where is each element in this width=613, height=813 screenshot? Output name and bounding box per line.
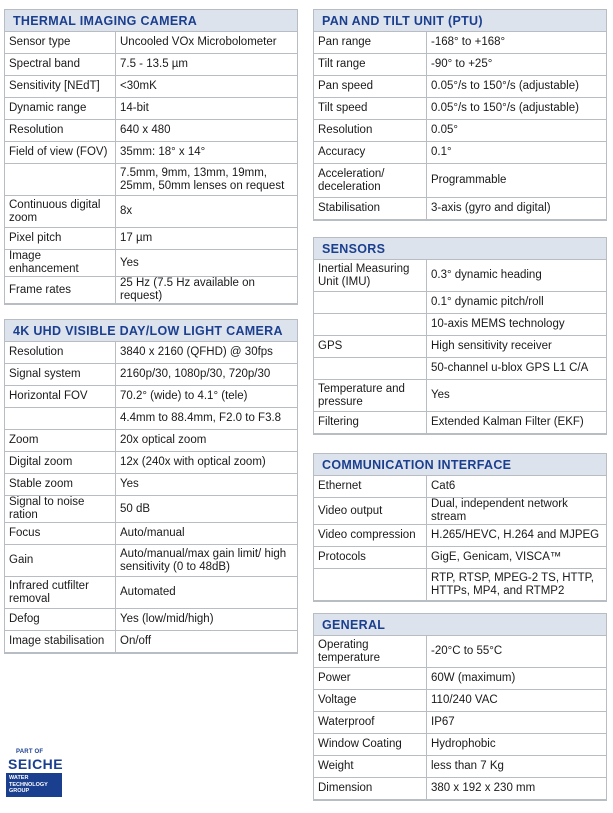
spec-label: Pixel pitch <box>5 228 116 250</box>
table-row <box>5 609 298 631</box>
spec-value: 60W (maximum) <box>427 668 607 690</box>
spec-table <box>313 635 607 800</box>
spec-value: 8x <box>116 196 298 228</box>
spec-label: Focus <box>5 523 116 545</box>
spec-label: Resolution <box>5 120 116 142</box>
table-row <box>314 498 607 525</box>
table-row <box>314 636 607 668</box>
table-row <box>5 545 298 577</box>
table-row <box>5 164 298 196</box>
table-row <box>5 54 298 76</box>
spec-label: Image enhancement <box>5 250 116 277</box>
spec-label <box>314 292 427 314</box>
table-row <box>5 364 298 386</box>
table-row <box>314 314 607 336</box>
spec-label: Pan speed <box>314 76 427 98</box>
section-title: GENERAL <box>313 613 607 635</box>
table-row <box>5 430 298 452</box>
spec-value: 0.1° dynamic pitch/roll <box>427 292 607 314</box>
spec-label <box>5 408 116 430</box>
table-row <box>314 690 607 712</box>
spec-table <box>313 31 607 220</box>
table-row <box>314 476 607 498</box>
table-row <box>314 54 607 76</box>
seiche-logo <box>6 749 66 797</box>
table-row <box>5 474 298 496</box>
table-row <box>5 32 298 54</box>
table-row <box>5 408 298 430</box>
table-row <box>314 756 607 778</box>
spec-label: Resolution <box>314 120 427 142</box>
spec-label: Spectral band <box>5 54 116 76</box>
table-row <box>314 336 607 358</box>
spec-label: Operating temperature <box>314 636 427 668</box>
spec-table <box>4 31 298 304</box>
table-row <box>314 98 607 120</box>
general-section <box>313 613 607 801</box>
section-title: SENSORS <box>313 237 607 259</box>
spec-value: GigE, Genicam, VISCA™ <box>427 547 607 569</box>
spec-label: Voltage <box>314 690 427 712</box>
spec-label: Continuous digital zoom <box>5 196 116 228</box>
logo-name: SEICHE <box>8 756 64 772</box>
table-row <box>5 228 298 250</box>
spec-value: 2160p/30, 1080p/30, 720p/30 <box>116 364 298 386</box>
spec-label: Tilt speed <box>314 98 427 120</box>
spec-label: Image stabilisation <box>5 631 116 653</box>
table-row <box>5 386 298 408</box>
spec-label: Inertial Measuring Unit (IMU) <box>314 260 427 292</box>
spec-value: Extended Kalman Filter (EKF) <box>427 412 607 434</box>
spec-value: 14-bit <box>116 98 298 120</box>
sensors-section <box>313 237 607 435</box>
spec-label <box>314 314 427 336</box>
spec-label: Sensor type <box>5 32 116 54</box>
spec-value: -90° to +25° <box>427 54 607 76</box>
table-row <box>314 292 607 314</box>
spec-label: Signal to noise ration <box>5 496 116 523</box>
table-row <box>5 342 298 364</box>
section-title: PAN AND TILT UNIT (PTU) <box>313 9 607 31</box>
table-row <box>314 412 607 434</box>
spec-value: 25 Hz (7.5 Hz available on request) <box>116 277 298 304</box>
table-row <box>314 358 607 380</box>
table-row <box>5 523 298 545</box>
spec-label: GPS <box>314 336 427 358</box>
spec-label: Weight <box>314 756 427 778</box>
spec-label: Temperature and pressure <box>314 380 427 412</box>
spec-value: 4.4mm to 88.4mm, F2.0 to F3.8 <box>116 408 298 430</box>
spec-label <box>314 569 427 601</box>
spec-value: Automated <box>116 577 298 609</box>
table-row <box>314 525 607 547</box>
spec-value: 0.05°/s to 150°/s (adjustable) <box>427 98 607 120</box>
logo-part-of: PART OF <box>16 749 44 755</box>
spec-label: Frame rates <box>5 277 116 304</box>
spec-label: Horizontal FOV <box>5 386 116 408</box>
communication-section <box>313 453 607 602</box>
spec-value: High sensitivity receiver <box>427 336 607 358</box>
spec-value: less than 7 Kg <box>427 756 607 778</box>
spec-value: IP67 <box>427 712 607 734</box>
spec-label: Infrared cutfilter removal <box>5 577 116 609</box>
spec-label: Stabilisation <box>314 198 427 220</box>
section-title: THERMAL IMAGING CAMERA <box>4 9 298 31</box>
spec-value: Dual, independent network stream <box>427 498 607 525</box>
section-title: 4K UHD VISIBLE DAY/LOW LIGHT CAMERA <box>4 319 298 341</box>
spec-label <box>314 358 427 380</box>
spec-label: Gain <box>5 545 116 577</box>
spec-label: Sensitivity [NEdT] <box>5 76 116 98</box>
table-row <box>314 76 607 98</box>
spec-label: Defog <box>5 609 116 631</box>
spec-label: Waterproof <box>314 712 427 734</box>
table-row <box>314 569 607 601</box>
spec-table <box>4 341 298 653</box>
table-row <box>314 164 607 198</box>
spec-label: Pan range <box>314 32 427 54</box>
spec-value: 380 x 192 x 230 mm <box>427 778 607 800</box>
spec-value: Yes (low/mid/high) <box>116 609 298 631</box>
spec-value: 0.1° <box>427 142 607 164</box>
spec-label: Signal system <box>5 364 116 386</box>
table-row <box>314 778 607 800</box>
thermal-imaging-section <box>4 9 298 305</box>
spec-label: Dynamic range <box>5 98 116 120</box>
table-row <box>314 198 607 220</box>
spec-value: -20°C to 55°C <box>427 636 607 668</box>
pan-tilt-section <box>313 9 607 221</box>
table-row <box>314 380 607 412</box>
visible-camera-section <box>4 319 298 654</box>
table-row <box>5 76 298 98</box>
spec-label: Tilt range <box>314 54 427 76</box>
spec-value: 3-axis (gyro and digital) <box>427 198 607 220</box>
spec-table <box>313 475 607 601</box>
table-row <box>5 496 298 523</box>
spec-value: 17 µm <box>116 228 298 250</box>
spec-value: Hydrophobic <box>427 734 607 756</box>
spec-value: Yes <box>116 250 298 277</box>
spec-value: 7.5 - 13.5 µm <box>116 54 298 76</box>
spec-value: RTP, RTSP, MPEG-2 TS, HTTP, HTTPs, MP4, and RTMP2 <box>427 569 607 601</box>
spec-value: H.265/HEVC, H.264 and MJPEG <box>427 525 607 547</box>
table-row <box>314 712 607 734</box>
spec-value: 0.05°/s to 150°/s (adjustable) <box>427 76 607 98</box>
table-row <box>314 32 607 54</box>
table-row <box>314 668 607 690</box>
spec-label: Resolution <box>5 342 116 364</box>
table-row <box>5 577 298 609</box>
table-row <box>5 98 298 120</box>
table-row <box>314 260 607 292</box>
spec-value: -168° to +168° <box>427 32 607 54</box>
spec-value: Auto/manual/max gain limit/ high sensitivity (0 to 48dB) <box>116 545 298 577</box>
spec-label: Protocols <box>314 547 427 569</box>
logo-subtitle: WATER TECHNOLOGY GROUP <box>6 773 62 797</box>
table-row <box>5 277 298 304</box>
spec-value: 20x optical zoom <box>116 430 298 452</box>
table-row <box>314 142 607 164</box>
table-row <box>314 547 607 569</box>
table-row <box>5 250 298 277</box>
spec-value: 10-axis MEMS technology <box>427 314 607 336</box>
spec-value: 50-channel u-blox GPS L1 C/A <box>427 358 607 380</box>
spec-label: Field of view (FOV) <box>5 142 116 164</box>
spec-value: Yes <box>116 474 298 496</box>
spec-label: Filtering <box>314 412 427 434</box>
table-row <box>5 452 298 474</box>
spec-value: 0.05° <box>427 120 607 142</box>
section-title: COMMUNICATION INTERFACE <box>313 453 607 475</box>
table-row <box>314 120 607 142</box>
spec-label: Digital zoom <box>5 452 116 474</box>
spec-label: Zoom <box>5 430 116 452</box>
table-row <box>5 631 298 653</box>
spec-table <box>313 259 607 434</box>
spec-value: 7.5mm, 9mm, 13mm, 19mm, 25mm, 50mm lenses on request <box>116 164 298 196</box>
table-row <box>5 196 298 228</box>
spec-value: 12x (240x with optical zoom) <box>116 452 298 474</box>
spec-value: Auto/manual <box>116 523 298 545</box>
spec-value: Programmable <box>427 164 607 198</box>
spec-value: On/off <box>116 631 298 653</box>
spec-label: Ethernet <box>314 476 427 498</box>
spec-value: 640 x 480 <box>116 120 298 142</box>
spec-value: Uncooled VOx Microbolometer <box>116 32 298 54</box>
spec-value: 35mm: 18° x 14° <box>116 142 298 164</box>
spec-label: Video compression <box>314 525 427 547</box>
spec-label <box>5 164 116 196</box>
spec-label: Power <box>314 668 427 690</box>
spec-value: <30mK <box>116 76 298 98</box>
spec-label: Window Coating <box>314 734 427 756</box>
spec-value: 50 dB <box>116 496 298 523</box>
spec-label: Accuracy <box>314 142 427 164</box>
spec-value: 110/240 VAC <box>427 690 607 712</box>
spec-label: Acceleration/ deceleration <box>314 164 427 198</box>
table-row <box>314 734 607 756</box>
spec-value: Cat6 <box>427 476 607 498</box>
spec-value: 70.2° (wide) to 4.1° (tele) <box>116 386 298 408</box>
spec-label: Stable zoom <box>5 474 116 496</box>
table-row <box>5 142 298 164</box>
spec-value: 3840 x 2160 (QFHD) @ 30fps <box>116 342 298 364</box>
spec-label: Dimension <box>314 778 427 800</box>
spec-value: Yes <box>427 380 607 412</box>
table-row <box>5 120 298 142</box>
spec-value: 0.3° dynamic heading <box>427 260 607 292</box>
spec-label: Video output <box>314 498 427 525</box>
